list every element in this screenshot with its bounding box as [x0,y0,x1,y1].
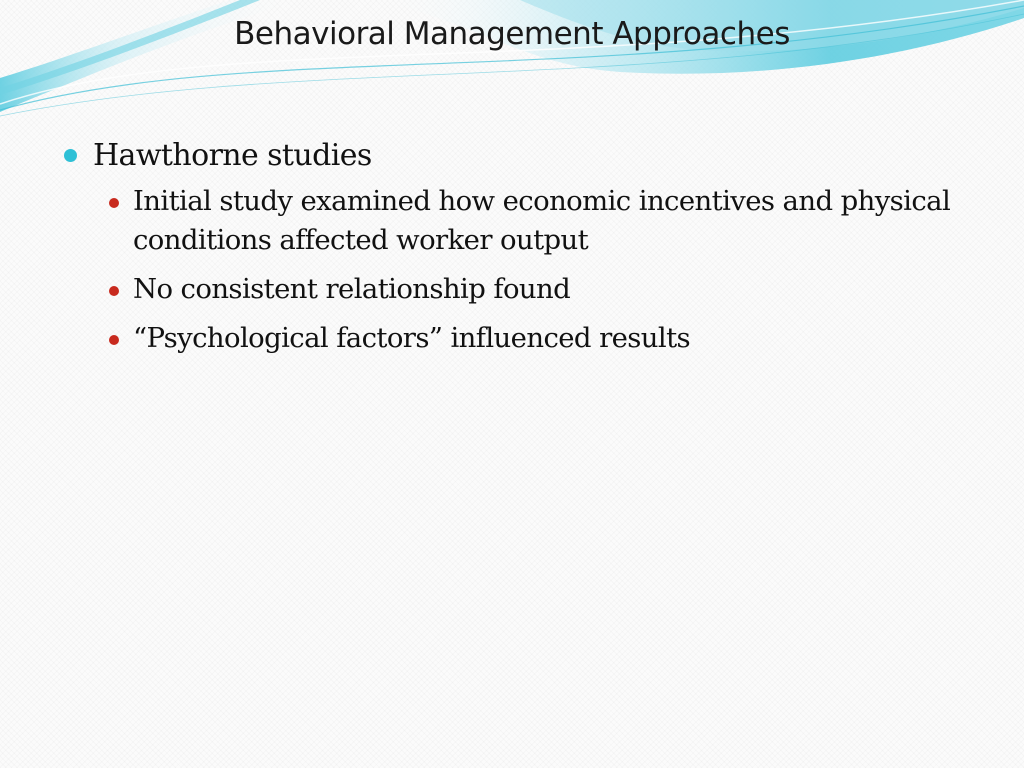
sub-bullet-item [60,270,960,309]
sub-bullet-item [60,319,960,358]
sub-bullet-list [60,182,960,358]
sub-bullet-item [60,182,960,260]
sub-bullet-dot-icon [109,198,119,208]
bullet-item [60,134,960,178]
bullet-dot-icon [64,149,77,162]
sub-bullet-text: No consistent relationship found [133,273,571,305]
slide-content [60,134,960,368]
sub-bullet-dot-icon [109,286,119,296]
sub-bullet-text: “Psychological factors” influenced results [133,322,691,354]
slide-title: Behavioral Management Approaches [234,16,790,52]
bullet-text: Hawthorne studies [93,138,372,173]
sub-bullet-dot-icon [109,335,119,345]
sub-bullet-text: Initial study examined how economic incentives and physical conditions affected worker output [133,185,951,256]
